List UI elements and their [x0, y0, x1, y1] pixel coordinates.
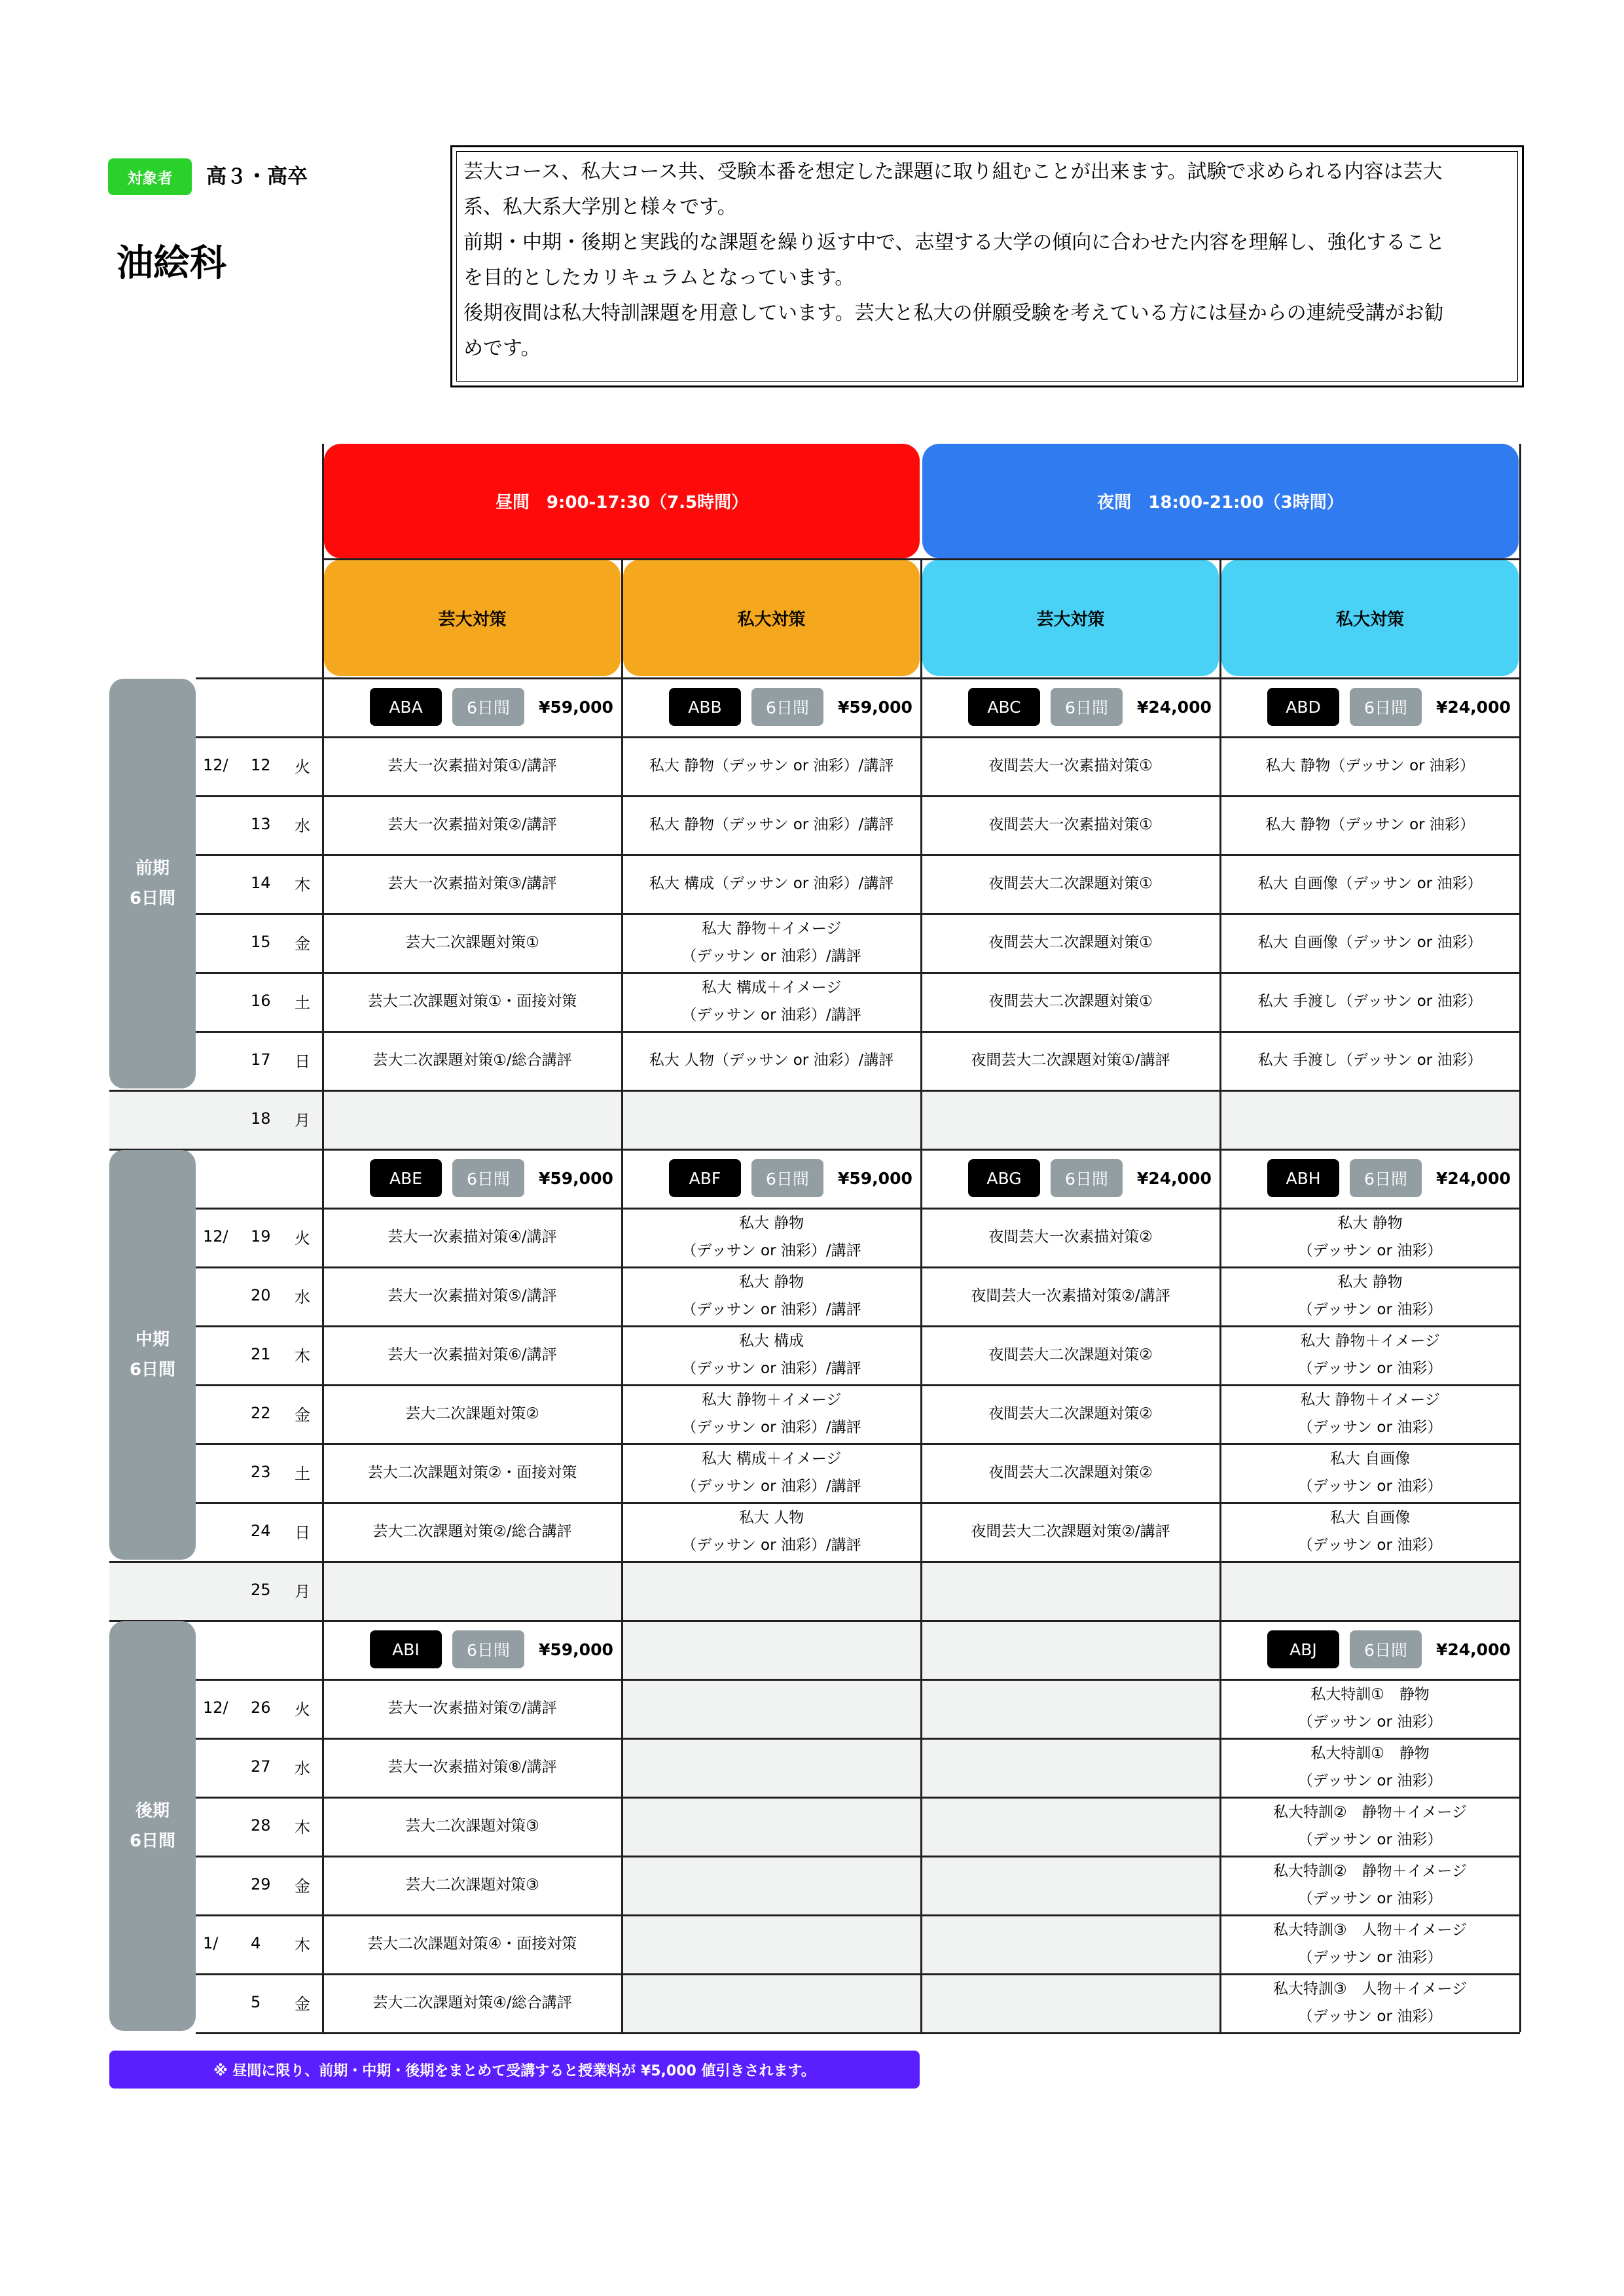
gap-row: [109, 1090, 1520, 1149]
course-price: ¥59,000: [539, 1640, 613, 1659]
cell-line: 芸大一次素描対策⑦/講評: [388, 1700, 557, 1717]
schedule-cell: [323, 913, 622, 972]
date-day: 12: [251, 756, 271, 774]
cell-line: 夜間芸大二次課題対策①/講評: [971, 1052, 1170, 1069]
target-badge: 対象者: [108, 158, 192, 195]
grid-line: [196, 1914, 1520, 1916]
grid-line: [196, 913, 1520, 915]
schedule-cell: [323, 1856, 622, 1914]
schedule-cell: [622, 1208, 921, 1266]
date-day: 22: [251, 1404, 271, 1422]
schedule-cell: [1220, 972, 1520, 1031]
cell-line: 私大 自画像: [1329, 1509, 1411, 1526]
date-day: 26: [251, 1698, 271, 1717]
cell-line: 私大 静物: [738, 1215, 804, 1232]
grid-line: [196, 1620, 1520, 1622]
schedule-cell: [1220, 913, 1520, 972]
course-price: ¥59,000: [539, 1168, 613, 1188]
empty-cell: [622, 1856, 921, 1914]
cell-line: （デッサン or 油彩）: [1297, 2008, 1443, 2025]
date-day: 17: [251, 1050, 271, 1069]
cell-line: 芸大一次素描対策⑤/講評: [388, 1287, 557, 1304]
empty-cell: [921, 1797, 1220, 1856]
grid-line: [196, 795, 1520, 797]
empty-cell: [622, 1620, 921, 1679]
cell-line: 夜間芸大二次課題対策②: [988, 1346, 1153, 1363]
grid-line: [196, 1031, 1520, 1033]
schedule-cell: [1220, 1856, 1520, 1914]
grid-line: [323, 558, 1520, 560]
date-day: 27: [251, 1757, 271, 1776]
date-day: 19: [251, 1227, 271, 1246]
cell-line: （デッサン or 油彩）: [1297, 1772, 1443, 1789]
schedule-cell: [1220, 1797, 1520, 1856]
grid-line: [196, 2032, 1520, 2034]
header-col-4: 私大対策: [1221, 560, 1519, 676]
period-label: [109, 1621, 196, 2031]
grid-line: [920, 558, 922, 2032]
cell-line: 私大 静物（デッサン or 油彩）: [1265, 757, 1475, 774]
cell-line: 芸大一次素描対策⑧/講評: [388, 1759, 557, 1776]
date-weekday: 金: [295, 1994, 310, 2013]
schedule-cell: [323, 1384, 622, 1443]
description-line: を目的としたカリキュラムとなっています。: [463, 266, 855, 289]
grid-line: [196, 1384, 1520, 1386]
period-days: 6日間: [129, 1831, 176, 1851]
date-weekday: 水: [295, 816, 310, 835]
grid-line: [196, 1149, 1520, 1151]
cell-line: 夜間芸大二次課題対策②: [988, 1464, 1153, 1481]
cell-line: （デッサン or 油彩）/講評: [681, 1242, 861, 1259]
schedule-cell: [323, 1797, 622, 1856]
grid-line: [196, 1797, 1520, 1799]
schedule-cell: [1220, 736, 1520, 795]
grid-line: [322, 444, 324, 2032]
date-weekday: 火: [295, 1700, 310, 1719]
description-line: 系、私大系大学別と様々です。: [463, 196, 737, 219]
cell-line: （デッサン or 油彩）/講評: [681, 1419, 861, 1436]
date-day: 18: [251, 1109, 271, 1128]
cell-line: 芸大二次課題対策②: [405, 1405, 539, 1422]
grid-line: [196, 1443, 1520, 1445]
date-month: 12/: [203, 1698, 228, 1717]
course-days-badge: 6日間: [1051, 688, 1123, 726]
date-day: 28: [251, 1816, 271, 1835]
date-weekday: 火: [295, 757, 310, 776]
cell-line: 芸大二次課題対策①: [405, 934, 539, 951]
cell-line: 私大特訓① 静物: [1310, 1686, 1430, 1703]
cell-line: 私大 構成＋イメージ: [701, 1450, 842, 1467]
course-code: ABG: [968, 1159, 1040, 1197]
course-code: ABJ: [1267, 1630, 1339, 1668]
cell-line: 芸大一次素描対策⑥/講評: [388, 1346, 557, 1363]
grid-line: [109, 1561, 1520, 1563]
schedule-cell: [323, 1266, 622, 1325]
schedule-cell: [921, 1325, 1220, 1384]
header-night: 夜間 18:00-21:00（3時間）: [922, 444, 1519, 558]
cell-line: 私大特訓① 静物: [1310, 1745, 1430, 1762]
cell-line: （デッサン or 油彩）: [1297, 1242, 1443, 1259]
course-days-badge: 6日間: [1051, 1159, 1123, 1197]
target-value: 高３・高卒: [206, 165, 308, 188]
date-weekday: 金: [295, 1405, 310, 1424]
cell-line: 芸大二次課題対策③: [405, 1876, 539, 1893]
grid-line: [196, 1738, 1520, 1740]
date-month: 12/: [203, 756, 228, 774]
cell-line: 私大 手渡し（デッサン or 油彩）: [1257, 1052, 1483, 1069]
course-code: ABI: [370, 1630, 442, 1668]
header-col-2: 私大対策: [623, 560, 920, 676]
cell-line: 私大 静物: [738, 1274, 804, 1291]
cell-line: 私大 手渡し（デッサン or 油彩）: [1257, 993, 1483, 1010]
course-code: ABD: [1267, 688, 1339, 726]
schedule-cell: [622, 736, 921, 795]
grid-line: [196, 1856, 1520, 1857]
empty-cell: [622, 1914, 921, 1973]
period-name: 前期: [135, 859, 170, 878]
grid-line: [196, 1502, 1520, 1504]
cell-line: 夜間芸大二次課題対策①: [988, 993, 1153, 1010]
date-weekday: 木: [295, 1346, 310, 1365]
period-days: 6日間: [129, 1360, 176, 1380]
date-day: 24: [251, 1522, 271, 1540]
cell-line: 私大 人物（デッサン or 油彩）/講評: [649, 1052, 894, 1069]
grid-line: [1219, 558, 1221, 2032]
cell-line: 夜間芸大一次素描対策②/講評: [971, 1287, 1170, 1304]
cell-line: 私大 静物: [1337, 1215, 1403, 1232]
date-weekday: 金: [295, 934, 310, 953]
date-weekday: 水: [295, 1287, 310, 1306]
date-day: 29: [251, 1875, 271, 1893]
schedule-cell: [622, 972, 921, 1031]
date-day: 4: [251, 1934, 261, 1952]
period-name: 中期: [135, 1330, 170, 1350]
grid-line: [196, 972, 1520, 974]
grid-line: [323, 677, 1520, 679]
date-day: 14: [251, 874, 271, 892]
date-day: 23: [251, 1463, 271, 1481]
course-code: ABF: [669, 1159, 741, 1197]
cell-line: （デッサン or 油彩）/講評: [681, 1478, 861, 1495]
period-label: [109, 679, 196, 1088]
course-price: ¥24,000: [1137, 1168, 1212, 1188]
cell-line: （デッサン or 油彩）/講評: [681, 1537, 861, 1554]
schedule-cell: [1220, 1031, 1520, 1090]
empty-cell: [921, 1914, 1220, 1973]
course-days-badge: 6日間: [452, 1630, 524, 1668]
course-price: ¥24,000: [1436, 1168, 1511, 1188]
cell-line: 私大 静物＋イメージ: [1300, 1333, 1440, 1350]
empty-cell: [622, 1797, 921, 1856]
description-line: めです。: [463, 337, 541, 360]
schedule-cell: [323, 795, 622, 854]
schedule-cell: [323, 736, 622, 795]
schedule-cell: [622, 1443, 921, 1502]
schedule-cell: [323, 1679, 622, 1738]
schedule-cell: [622, 1502, 921, 1561]
cell-line: （デッサン or 油彩）: [1297, 1713, 1443, 1731]
cell-line: （デッサン or 油彩）: [1297, 1301, 1443, 1318]
empty-cell: [622, 1738, 921, 1797]
cell-line: 私大 静物＋イメージ: [701, 1391, 842, 1408]
schedule-cell: [622, 854, 921, 913]
date-day: 15: [251, 933, 271, 951]
page-title: 油絵科: [117, 242, 226, 285]
grid-line: [196, 736, 1520, 738]
description-box: [450, 145, 1524, 387]
course-code: ABA: [370, 688, 442, 726]
date-weekday: 水: [295, 1759, 310, 1778]
schedule-cell: [1220, 1384, 1520, 1443]
cell-line: 私大 構成（デッサン or 油彩）/講評: [649, 875, 894, 892]
course-price: ¥59,000: [539, 697, 613, 717]
schedule-cell: [921, 1443, 1220, 1502]
empty-cell: [921, 1620, 1220, 1679]
schedule-cell: [323, 854, 622, 913]
empty-cell: [921, 1738, 1220, 1797]
schedule-cell: [921, 913, 1220, 972]
empty-cell: [921, 1973, 1220, 2032]
date-weekday: 金: [295, 1876, 310, 1895]
course-days-badge: 6日間: [1350, 1630, 1422, 1668]
date-weekday: 月: [295, 1582, 310, 1601]
grid-line: [196, 854, 1520, 856]
date-weekday: 月: [295, 1111, 310, 1130]
schedule-cell: [1220, 1443, 1520, 1502]
schedule-cell: [622, 1031, 921, 1090]
course-price: ¥24,000: [1436, 697, 1511, 717]
cell-line: （デッサン or 油彩）/講評: [681, 1007, 861, 1024]
schedule-cell: [921, 1502, 1220, 1561]
cell-line: 私大 人物: [738, 1509, 804, 1526]
cell-line: 夜間芸大二次課題対策①: [988, 875, 1153, 892]
cell-line: 私大特訓② 静物＋イメージ: [1273, 1804, 1467, 1821]
grid-line: [109, 1090, 1520, 1092]
course-price: ¥59,000: [838, 697, 912, 717]
grid-line: [1519, 444, 1521, 2032]
cell-line: 私大 静物＋イメージ: [1300, 1391, 1440, 1408]
schedule-cell: [921, 1208, 1220, 1266]
cell-line: 芸大一次素描対策②/講評: [388, 816, 557, 833]
date-weekday: 日: [295, 1523, 310, 1542]
cell-line: 芸大二次課題対策④・面接対策: [367, 1935, 577, 1952]
cell-line: 私大 静物（デッサン or 油彩）/講評: [649, 757, 894, 774]
course-code: ABC: [968, 688, 1040, 726]
schedule-cell: [1220, 854, 1520, 913]
cell-line: 私大 静物＋イメージ: [701, 920, 842, 937]
cell-line: 私大 自画像（デッサン or 油彩）: [1257, 934, 1483, 951]
date-weekday: 火: [295, 1229, 310, 1247]
cell-line: 芸大二次課題対策①・面接対策: [367, 993, 577, 1010]
course-days-badge: 6日間: [751, 1159, 823, 1197]
schedule-cell: [921, 854, 1220, 913]
cell-line: 私大 静物: [1337, 1274, 1403, 1291]
cell-line: 夜間芸大一次素描対策①: [988, 757, 1153, 774]
date-day: 13: [251, 815, 271, 833]
cell-line: （デッサン or 油彩）/講評: [681, 948, 861, 965]
cell-line: 私大 自画像（デッサン or 油彩）: [1257, 875, 1483, 892]
date-day: 21: [251, 1345, 271, 1363]
empty-cell: [622, 1973, 921, 2032]
schedule-cell: [323, 1443, 622, 1502]
grid-line: [196, 1325, 1520, 1327]
date-weekday: 木: [295, 1935, 310, 1954]
schedule-cell: [323, 972, 622, 1031]
course-price: ¥24,000: [1137, 697, 1212, 717]
schedule-cell: [323, 1502, 622, 1561]
period-label: [109, 1150, 196, 1560]
schedule-cell: [323, 1914, 622, 1973]
period-name: 後期: [135, 1801, 170, 1821]
grid-line: [196, 1208, 1520, 1210]
course-code: ABE: [370, 1159, 442, 1197]
description-line: 前期・中期・後期と実践的な課題を繰り返す中で、志望する大学の傾向に合わせた内容を理解し、強化すること: [463, 231, 1445, 254]
cell-line: 私大特訓③ 人物＋イメージ: [1273, 1981, 1467, 1998]
course-code: ABH: [1267, 1159, 1339, 1197]
schedule-cell: [1220, 795, 1520, 854]
schedule-cell: [921, 1031, 1220, 1090]
cell-line: 芸大一次素描対策④/講評: [388, 1229, 557, 1246]
cell-line: 夜間芸大一次素描対策①: [988, 816, 1153, 833]
description-line: 後期夜間は私大特訓課題を用意しています。芸大と私大の併願受験を考えている方には昼からの連続受講がお勧: [463, 302, 1444, 325]
schedule-cell: [921, 1384, 1220, 1443]
schedule-cell: [323, 1973, 622, 2032]
course-days-badge: 6日間: [751, 688, 823, 726]
date-day: 25: [251, 1581, 271, 1599]
date-day: 5: [251, 1993, 261, 2011]
empty-cell: [921, 1679, 1220, 1738]
cell-line: 私大 静物（デッサン or 油彩）/講評: [649, 816, 894, 833]
cell-line: 夜間芸大一次素描対策②: [988, 1229, 1153, 1246]
header-col-1: 芸大対策: [324, 560, 621, 676]
cell-line: 芸大一次素描対策③/講評: [388, 875, 557, 892]
schedule-cell: [1220, 1266, 1520, 1325]
schedule-cell: [1220, 1502, 1520, 1561]
cell-line: 芸大二次課題対策①/総合講評: [372, 1052, 572, 1069]
cell-line: 夜間芸大二次課題対策①: [988, 934, 1153, 951]
course-days-badge: 6日間: [452, 1159, 524, 1197]
grid-line: [196, 1266, 1520, 1268]
cell-line: 私大 自画像: [1329, 1450, 1411, 1467]
course-days-badge: 6日間: [1350, 1159, 1422, 1197]
cell-line: （デッサン or 油彩）: [1297, 1831, 1443, 1848]
date-weekday: 日: [295, 1052, 310, 1071]
cell-line: 私大特訓② 静物＋イメージ: [1273, 1863, 1467, 1880]
date-weekday: 土: [295, 1464, 310, 1483]
discount-footnote: ※ 昼間に限り、前期・中期・後期をまとめて受講すると授業料が ¥5,000 値引きされます。: [109, 2051, 920, 2089]
cell-line: 芸大二次課題対策③: [405, 1818, 539, 1835]
cell-line: 夜間芸大二次課題対策②: [988, 1405, 1153, 1422]
cell-line: （デッサン or 油彩）: [1297, 1419, 1443, 1436]
schedule-cell: [1220, 1325, 1520, 1384]
schedule-cell: [323, 1738, 622, 1797]
schedule-cell: [1220, 1208, 1520, 1266]
cell-line: （デッサン or 油彩）: [1297, 1890, 1443, 1907]
cell-line: （デッサン or 油彩）: [1297, 1360, 1443, 1377]
cell-line: 芸大二次課題対策④/総合講評: [372, 1994, 572, 2011]
schedule-cell: [622, 795, 921, 854]
cell-line: （デッサン or 油彩）: [1297, 1949, 1443, 1966]
schedule-cell: [622, 1266, 921, 1325]
cell-line: 芸大二次課題対策②/総合講評: [372, 1523, 572, 1540]
cell-line: 芸大一次素描対策①/講評: [388, 757, 557, 774]
date-weekday: 土: [295, 993, 310, 1012]
schedule-cell: [622, 1325, 921, 1384]
grid-line: [196, 1679, 1520, 1681]
empty-cell: [921, 1856, 1220, 1914]
cell-line: （デッサン or 油彩）/講評: [681, 1301, 861, 1318]
course-days-badge: 6日間: [1350, 688, 1422, 726]
schedule-cell: [921, 795, 1220, 854]
schedule-cell: [622, 913, 921, 972]
date-day: 16: [251, 992, 271, 1010]
date-weekday: 木: [295, 1818, 310, 1837]
course-code: ABB: [669, 688, 741, 726]
date-weekday: 木: [295, 875, 310, 894]
schedule-cell: [1220, 1973, 1520, 2032]
schedule-cell: [921, 736, 1220, 795]
grid-line: [621, 558, 623, 2032]
schedule-cell: [921, 972, 1220, 1031]
cell-line: 私大 構成: [738, 1333, 804, 1350]
schedule-cell: [1220, 1914, 1520, 1973]
schedule-cell: [323, 1325, 622, 1384]
schedule-cell: [1220, 1679, 1520, 1738]
cell-line: （デッサン or 油彩）/講評: [681, 1360, 861, 1377]
schedule-cell: [323, 1208, 622, 1266]
empty-cell: [622, 1679, 921, 1738]
schedule-cell: [1220, 1738, 1520, 1797]
schedule-cell: [323, 1031, 622, 1090]
course-days-badge: 6日間: [452, 688, 524, 726]
course-price: ¥59,000: [838, 1168, 912, 1188]
header-col-3: 芸大対策: [922, 560, 1219, 676]
period-days: 6日間: [129, 889, 176, 908]
schedule-cell: [622, 1384, 921, 1443]
cell-line: （デッサン or 油彩）: [1297, 1478, 1443, 1495]
cell-line: 芸大二次課題対策②・面接対策: [367, 1464, 577, 1481]
grid-line: [196, 1973, 1520, 1975]
date-month: 12/: [203, 1227, 228, 1246]
description-inner: [456, 151, 1518, 382]
gap-row: [109, 1561, 1520, 1620]
date-month: 1/: [203, 1934, 219, 1952]
cell-line: 夜間芸大二次課題対策②/講評: [971, 1523, 1170, 1540]
cell-line: 私大 構成＋イメージ: [701, 979, 842, 996]
cell-line: 私大 静物（デッサン or 油彩）: [1265, 816, 1475, 833]
cell-line: （デッサン or 油彩）: [1297, 1537, 1443, 1554]
header-day: 昼間 9:00-17:30（7.5時間）: [324, 444, 920, 558]
cell-line: 私大特訓③ 人物＋イメージ: [1273, 1922, 1467, 1939]
description-line: 芸大コース、私大コース共、受験本番を想定した課題に取り組むことが出来ます。試験で求められる内容は芸大: [463, 160, 1443, 183]
date-day: 20: [251, 1286, 271, 1304]
course-price: ¥24,000: [1436, 1640, 1511, 1659]
schedule-cell: [921, 1266, 1220, 1325]
